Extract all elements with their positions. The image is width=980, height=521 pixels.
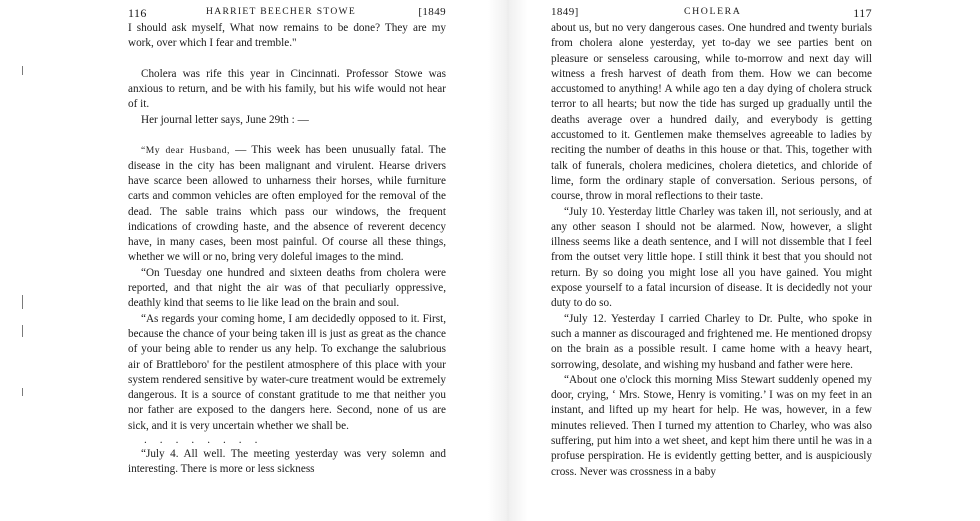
- margin-mark: [22, 66, 23, 75]
- ellipsis-row: ........: [144, 434, 271, 447]
- right-page: [551, 0, 872, 521]
- paragraph: about us, but no very dangerous cases. One hundred and twenty burials from cholera alone yesterday, yet to-day we see parties bent on pleasure or senseless carousing, while to-morrow and next day will witness a fresh harvest of death from them. How we can become accustomed to anything! A while ago ten a day dying of cholera struck terror to all hearts; but now the tide has surged up gradually until the deaths average over a hundred daily, and everybody is getting accustomed to it. Gentlemen make themselves agreeable to ladies by reciting the number of deaths in this house or that. This, together with talk of funerals, cholera medicines, cholera dietetics, and chloride of lime, form the ordinary staple of conversation. Serious persons, of course, throw in moral reflections to their taste.: [551, 22, 872, 203]
- margin-mark: [22, 325, 23, 337]
- salutation: “My dear Husband,: [141, 145, 230, 157]
- paragraph: “As regards your coming home, I am decidedly opposed to it. First, because the chance of your being taken ill is just as great as the chance of your being able to render us any help. To exchange the salubrious air of Brattleboro' for the pestilent atmosphere of this place with your system rendered sensitive by water-cure treatment would be extremely dangerous. It is a source of constant gratitude to me that neither you nor father are exposed to the dangers here. Second, none of us are sick, and it is very uncertain whether we shall be.: [128, 312, 446, 432]
- left-page: [128, 0, 446, 521]
- left-page-body: [128, 21, 446, 478]
- header-year: [1849: [418, 6, 446, 18]
- margin-mark: [22, 388, 23, 396]
- paragraph: “On Tuesday one hundred and sixteen deaths from cholera were reported, and that night the air was of that peculiarly oppressive, deathly kind that seems to lie like lead on the brain and soul.: [128, 266, 446, 310]
- paragraph: “July 12. Yesterday I carried Charley to Dr. Pulte, who spoke in such a manner as discouraged and frightened me. He mentioned dropsy on the brain as a possible result. I came home with a heavy heart, sorrowing, desolate, and wishing my husband and father were here.: [551, 312, 872, 371]
- paragraph: “About one o'clock this morning Miss Stewart suddenly opened my door, crying, ‘ Mrs. Stowe, Henry is vomiting.’ I was on my feet in an instant, and lifted up my heart for help. He was, however, in a few minutes relieved. Then I turned my attention to Charley, who was also suffering, put him into a wet sheet, and kept him there until he was in a profuse perspiration. He is evidently getting better, and is auspiciously cross. Never was crossness in a baby: [551, 373, 872, 478]
- running-title: HARRIET BEECHER STOWE: [206, 6, 357, 17]
- margin-mark: [22, 295, 23, 309]
- paragraph: I should ask myself, What now remains to be done? They are my work, over which I fear and tremble.": [128, 22, 446, 50]
- right-page-body: [551, 21, 872, 480]
- page-number: 117: [853, 6, 872, 20]
- letter-paragraph: [128, 143, 446, 265]
- paragraph: “July 4. All well. The meeting yesterday was very solemn and interesting. There is more or less sickness: [128, 448, 446, 476]
- running-title: CHOLERA: [684, 6, 742, 17]
- page-number: 116: [128, 6, 147, 20]
- letter-text: — This week has been unusually fatal. The disease in the city has been malignant and virulent. Hearse drivers have scarce been allowed to unharness their horses, while furniture carts and common vehicles are often employed for the removal of the dead. The sable trains which pass our windows, the frequent indications of crowding haste, and the absence of reverent decency have, in many cases, been most painful. Of course all these things, whether we will or no, bring very doleful images to the mind.: [128, 144, 446, 264]
- paragraph: Cholera was rife this year in Cincinnati. Professor Stowe was anxious to return, and be with his family, but his wife would not hear of it.: [128, 67, 446, 111]
- paragraph: “July 10. Yesterday little Charley was taken ill, not seriously, and at any other season I should not be alarmed. Now, however, a slight illness seems like a death sentence, and I will not dissemble that I feel from the outset very little hope. I still think it best that you should not return. By so doing you might lose all you have gained. You might expose yourself to a fatal incursion of disease. It is decidedly not your duty to do so.: [551, 205, 872, 310]
- book-gutter: [488, 0, 528, 521]
- right-page-header: [551, 6, 872, 24]
- paragraph: Her journal letter says, June 29th : —: [141, 113, 309, 126]
- header-year: 1849]: [551, 6, 579, 18]
- left-page-header: [128, 6, 446, 24]
